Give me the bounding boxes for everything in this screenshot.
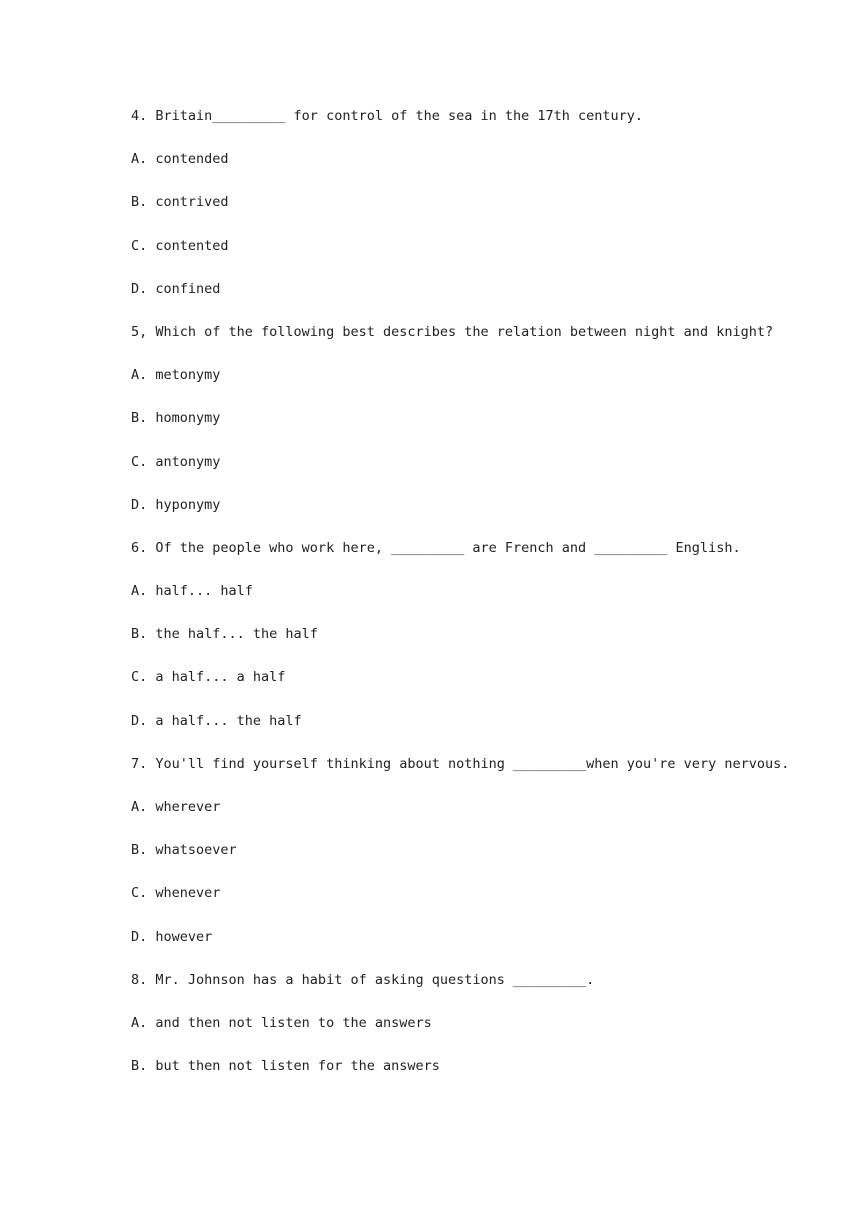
answer-option: D. hyponymy xyxy=(131,496,221,513)
question-stem: 8. Mr. Johnson has a habit of asking questions _________. xyxy=(131,971,595,988)
question-stem: 4. Britain_________ for control of the sea in the 17th century. xyxy=(131,108,644,124)
answer-option: C. antonymy xyxy=(131,453,221,470)
answer-option: A. metonymy xyxy=(131,367,221,384)
answer-option: B. contrived xyxy=(131,194,229,211)
answer-option: B. the half... the half xyxy=(131,626,318,643)
answer-option: D. confined xyxy=(131,280,221,297)
answer-option: C. contented xyxy=(131,237,229,254)
question-stem: 6. Of the people who work here, _________ are French and _________ English. xyxy=(131,539,741,556)
answer-option: D. however xyxy=(131,928,213,945)
answer-option: B. homonymy xyxy=(131,410,221,427)
question-stem: 5, Which of the following best describes the relation between night and knight? xyxy=(131,323,774,340)
question-list xyxy=(131,105,831,1098)
answer-option: A. and then not listen to the answers xyxy=(131,1014,432,1031)
answer-option: C. whenever xyxy=(131,885,221,902)
answer-option: B. but then not listen for the answers xyxy=(131,1058,440,1075)
question-stem: 7. You'll find yourself thinking about nothing _________when you're very nervous. xyxy=(131,755,790,772)
answer-option: B. whatsoever xyxy=(131,842,237,859)
answer-option: D. a half... the half xyxy=(131,712,302,729)
answer-option: A. contended xyxy=(131,151,229,168)
answer-option: A. half... half xyxy=(131,583,253,600)
answer-option: A. wherever xyxy=(131,799,221,815)
answer-option: C. a half... a half xyxy=(131,669,286,686)
